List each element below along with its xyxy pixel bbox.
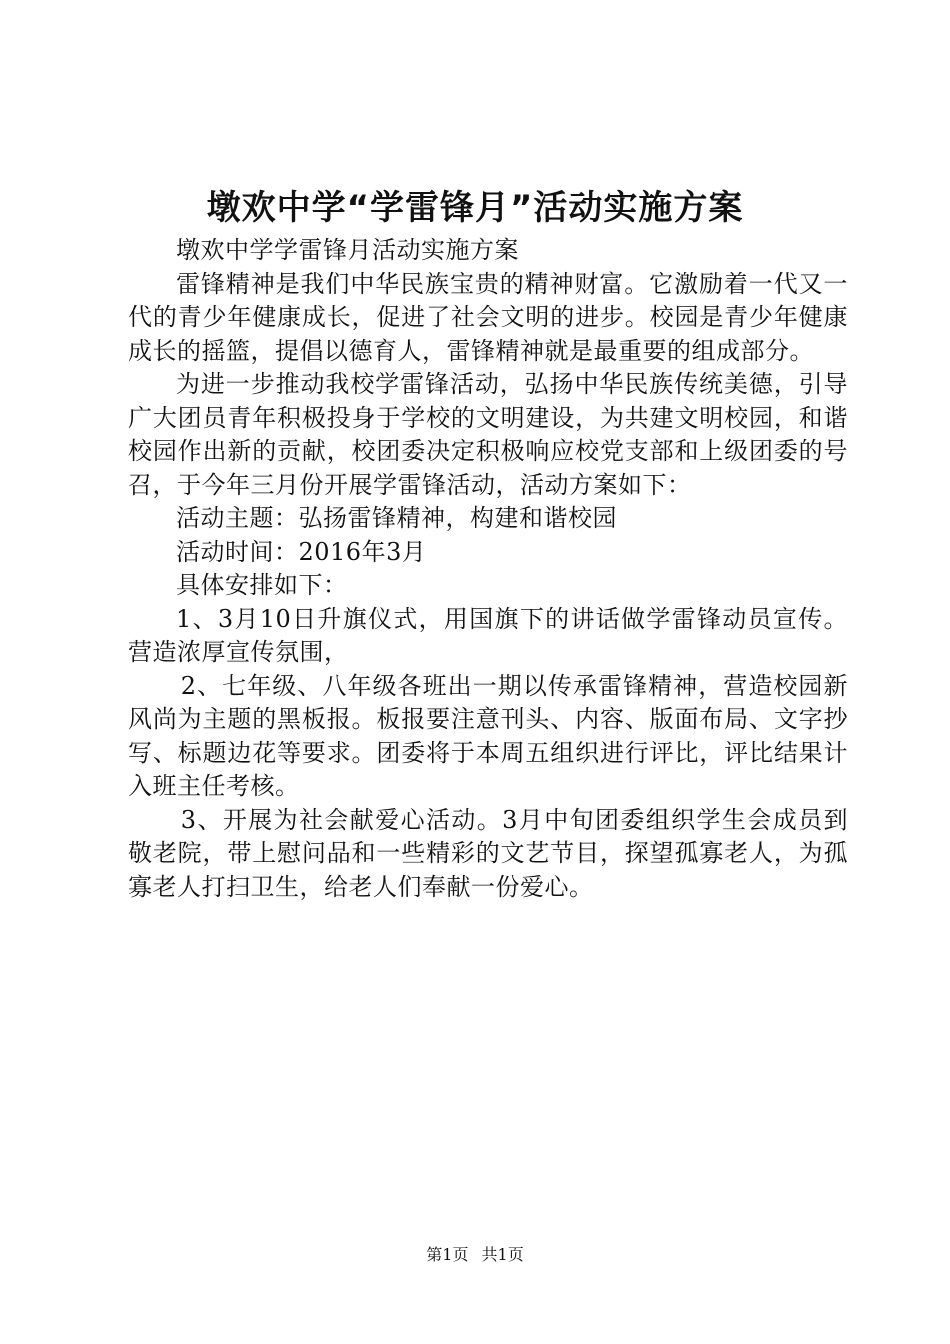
page-footer (0, 1244, 950, 1266)
document-title: 墩欢中学“学雷锋月”活动实施方案 (206, 188, 744, 228)
list-item-1: 1、3月10日升旗仪式，用国旗下的讲话做学雷锋动员宣传。营造浓厚宣传氛围， (128, 604, 848, 666)
arrangement-heading: 具体安排如下： (176, 571, 348, 599)
page-number: 第1页 (426, 1245, 469, 1264)
purpose-paragraph: 为进一步推动我校学雷锋活动，弘扬中华民族传统美德，引导广大团员青年积极投身于学校的文明建设，为共建文明校园，和谐校园作出新的贡献，校团委决定积极响应校党支部和上级团委的号召，于今年三月份开展学雷锋活动，活动方案如下： (128, 370, 848, 499)
page-total: 共1页 (481, 1245, 524, 1264)
document-body (128, 234, 848, 904)
subtitle-paragraph: 墩欢中学学雷锋月活动实施方案 (176, 236, 519, 264)
activity-time: 活动时间：2016年3月 (176, 537, 427, 566)
list-item-2: 2、七年级、八年级各班出一期以传承雷锋精神，营造校园新风尚为主题的黑板报。板报要注意刊头、内容、版面布局、文字抄写、标题边花等要求。团委将于本周五组织进行评比，评比结果计入班主任考核。 (128, 671, 848, 800)
intro-paragraph: 雷锋精神是我们中华民族宝贵的精神财富。它激励着一代又一代的青少年健康成长，促进了社会文明的进步。校园是青少年健康成长的摇篮，提倡以德育人，雷锋精神就是最重要的组成部分。 (128, 269, 848, 365)
activity-theme: 活动主题：弘扬雷锋精神，构建和谐校园 (176, 504, 617, 532)
list-item-3: 3、开展为社会献爱心活动。3月中旬团委组织学生会成员到敬老院，带上慰问品和一些精彩的文艺节目，探望孤寡老人，为孤寡老人打扫卫生，给老人们奉献一份爱心。 (128, 805, 848, 901)
